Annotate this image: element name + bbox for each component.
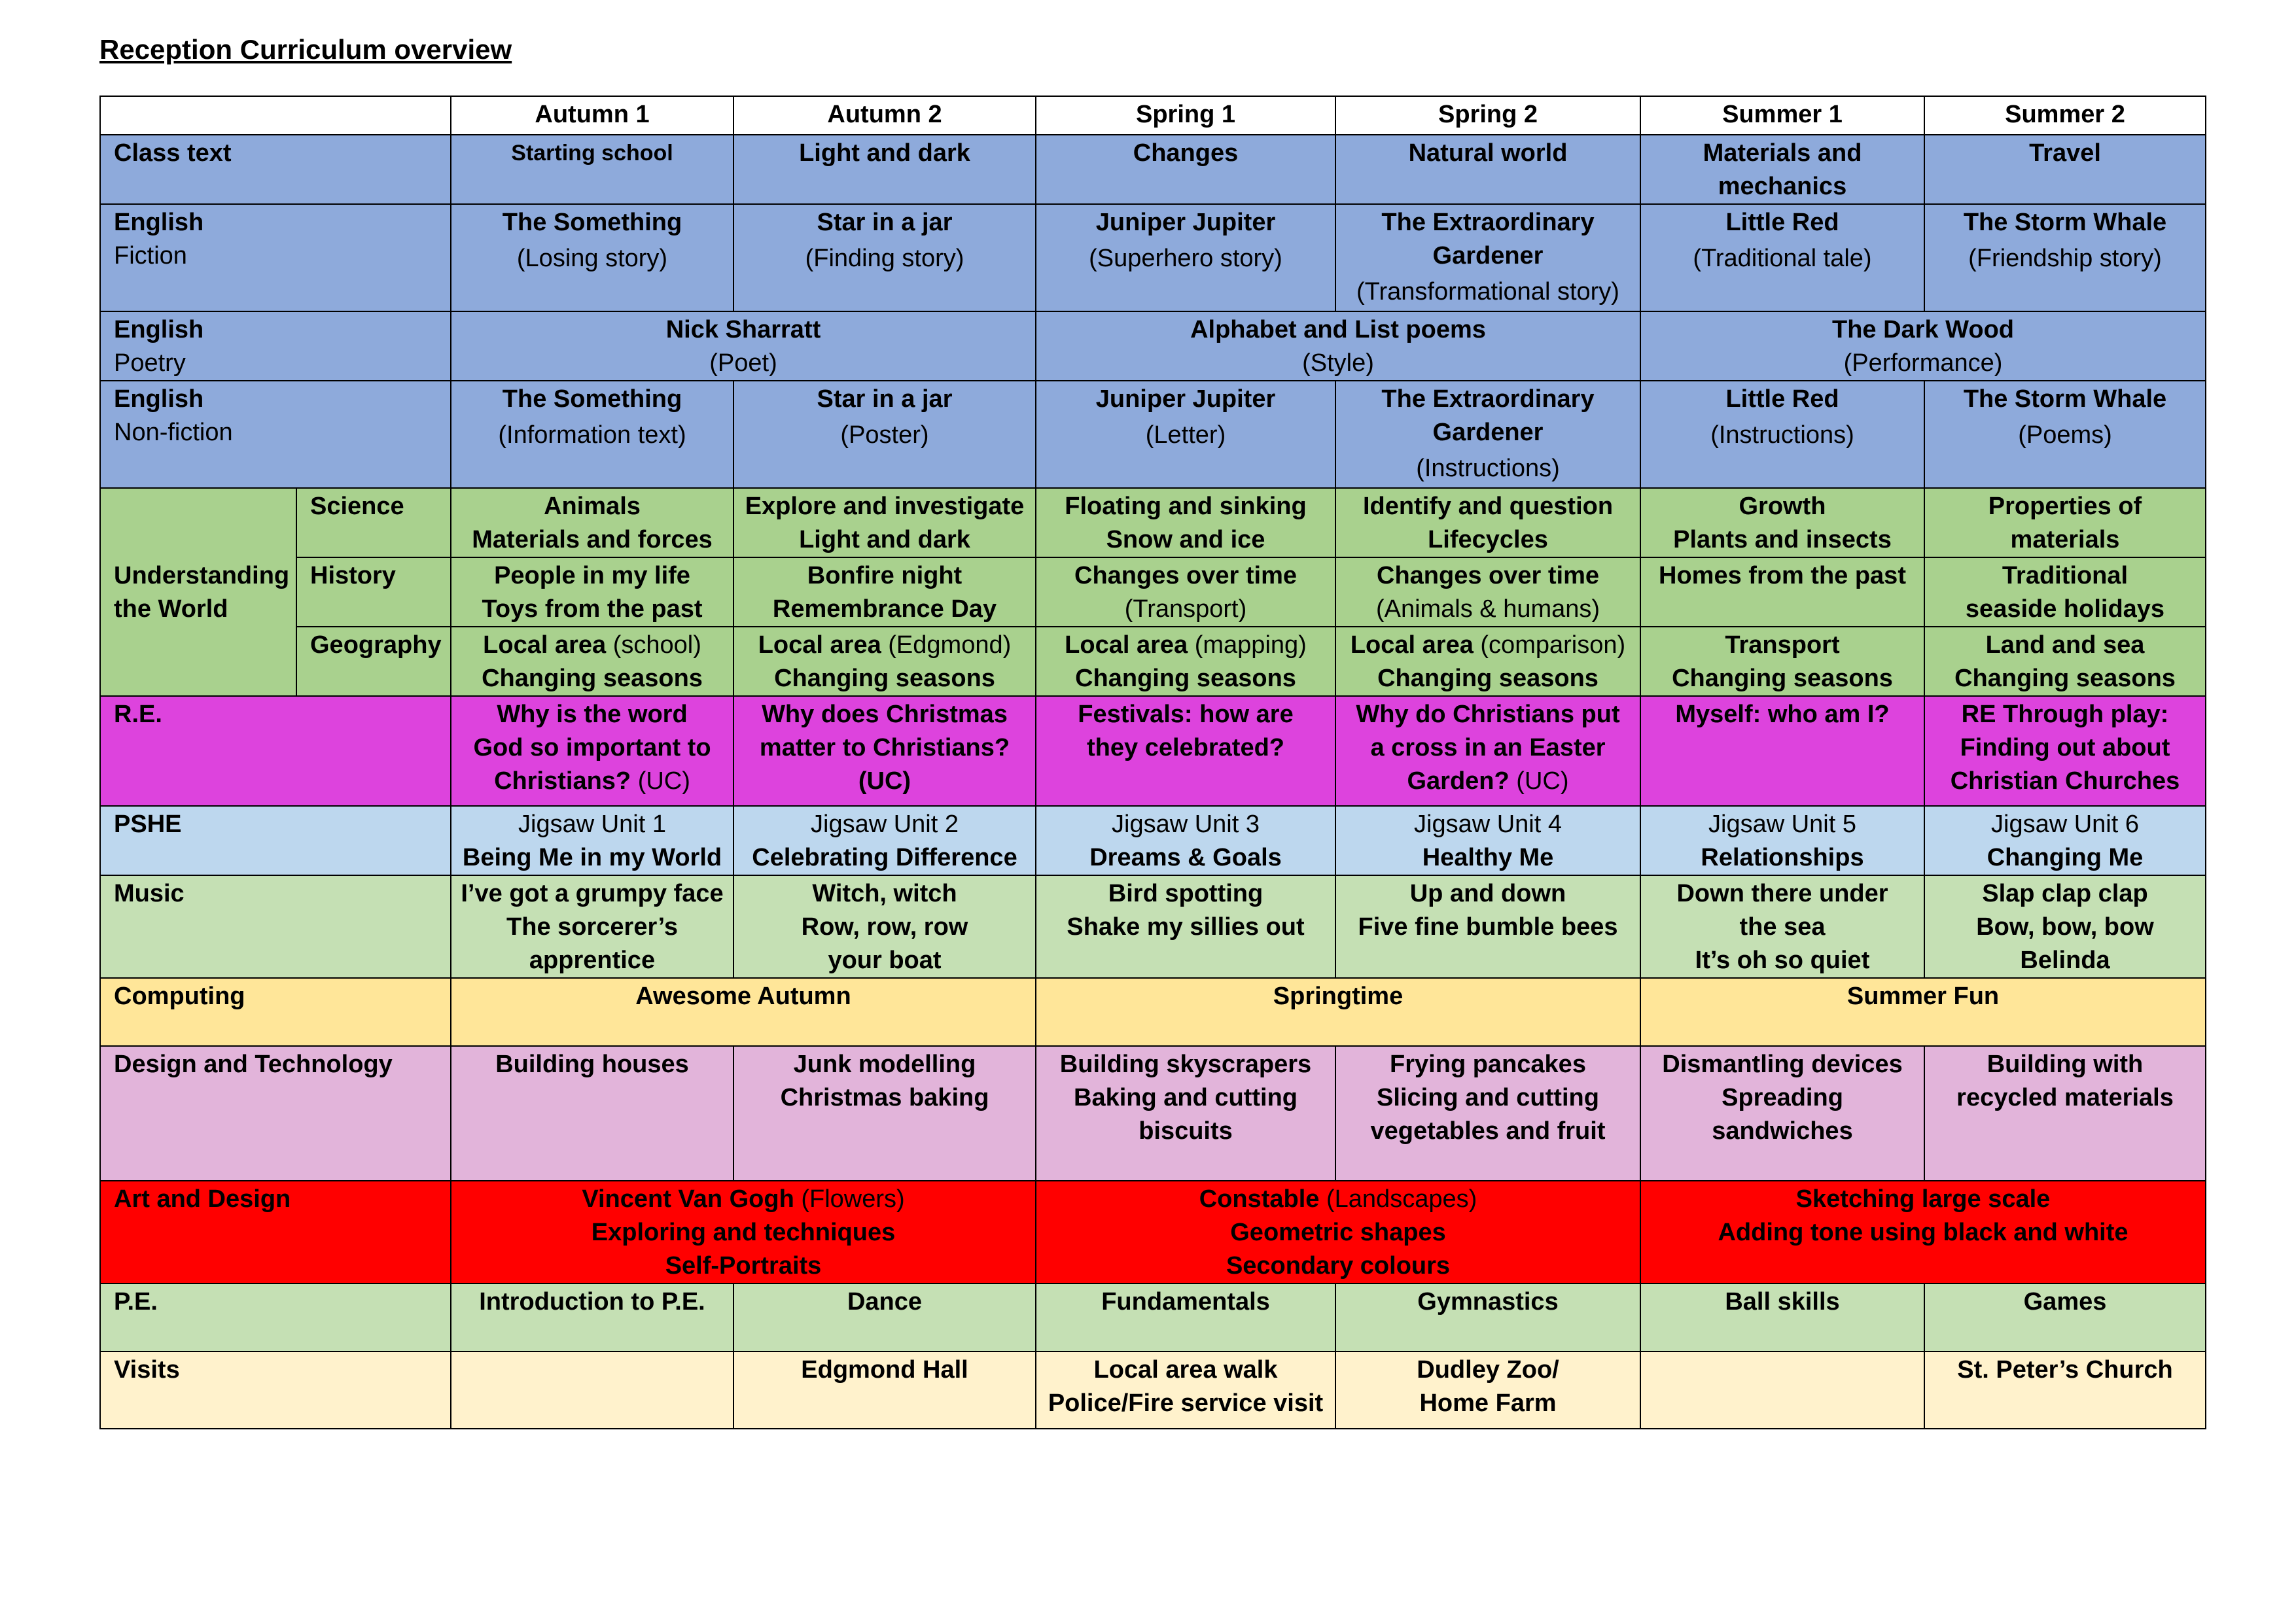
cell: Floating and sinking Snow and ice (1036, 488, 1335, 557)
row-label: English Poetry (100, 311, 451, 381)
cell: Down there under the sea It’s oh so quiet (1640, 875, 1924, 978)
cell: Why do Christians put a cross in an Easter Garden? (UC) (1335, 696, 1640, 806)
term-header: Autumn 2 (733, 96, 1036, 135)
english-fiction-row (100, 204, 2206, 311)
cell: Local area (comparison) Changing seasons (1335, 627, 1640, 696)
cell: RE Through play: Finding out about Christian Churches (1924, 696, 2206, 806)
cell: Fundamentals (1036, 1283, 1335, 1352)
cell: Dance (733, 1283, 1036, 1352)
cell: Up and down Five fine bumble bees (1335, 875, 1640, 978)
cell: Witch, witch Row, row, row your boat (733, 875, 1036, 978)
corner-cell (100, 96, 451, 135)
cell: Sketching large scale Adding tone using black and white (1640, 1181, 2206, 1283)
cell: Building with recycled materials (1924, 1046, 2206, 1181)
cell: Jigsaw Unit 3 Dreams & Goals (1036, 806, 1335, 875)
cell: People in my life Toys from the past (451, 557, 733, 627)
row-label: Art and Design (100, 1181, 451, 1283)
row-label: Computing (100, 978, 451, 1046)
page-title: Reception Curriculum overview (99, 34, 512, 65)
cell: Introduction to P.E. (451, 1283, 733, 1352)
row-label: Class text (100, 135, 451, 204)
cell: Edgmond Hall (733, 1352, 1036, 1429)
cell: Changes over time (Animals & humans) (1335, 557, 1640, 627)
cell: Growth Plants and insects (1640, 488, 1924, 557)
cell: Animals Materials and forces (451, 488, 733, 557)
cell: Properties of materials (1924, 488, 2206, 557)
cell: Awesome Autumn (451, 978, 1036, 1046)
cell: Local area (mapping) Changing seasons (1036, 627, 1335, 696)
cell: Transport Changing seasons (1640, 627, 1924, 696)
cell: Materials and mechanics (1640, 135, 1924, 204)
cell: Jigsaw Unit 4 Healthy Me (1335, 806, 1640, 875)
cell: I’ve got a grumpy face The sorcerer’s apprentice (451, 875, 733, 978)
row-label: Visits (100, 1352, 451, 1429)
cell (451, 1352, 733, 1429)
cell: The Extraordinary Gardener (Instructions) (1335, 381, 1640, 488)
cell: The Something (Losing story) (451, 204, 733, 311)
music-row (100, 875, 2206, 978)
row-label: Understanding the World (100, 488, 296, 696)
cell: Jigsaw Unit 5 Relationships (1640, 806, 1924, 875)
cell: Slap clap clap Bow, bow, bow Belinda (1924, 875, 2206, 978)
cell: Juniper Jupiter (Letter) (1036, 381, 1335, 488)
cell: Star in a jar (Poster) (733, 381, 1036, 488)
cell: The Something (Information text) (451, 381, 733, 488)
term-header: Spring 1 (1036, 96, 1335, 135)
cell: Little Red (Instructions) (1640, 381, 1924, 488)
cell: Light and dark (733, 135, 1036, 204)
cell: Nick Sharratt (Poet) (451, 311, 1036, 381)
term-header: Spring 2 (1335, 96, 1640, 135)
cell: Building houses (451, 1046, 733, 1181)
row-label: English Fiction (100, 204, 451, 311)
cell: Jigsaw Unit 2 Celebrating Difference (733, 806, 1036, 875)
cell: The Dark Wood (Performance) (1640, 311, 2206, 381)
cell: Why does Christmas matter to Christians? (UC) (733, 696, 1036, 806)
cell: Travel (1924, 135, 2206, 204)
cell: Myself: who am I? (1640, 696, 1924, 806)
cell: Juniper Jupiter (Superhero story) (1036, 204, 1335, 311)
cell: Homes from the past (1640, 557, 1924, 627)
cell: Alphabet and List poems (Style) (1036, 311, 1640, 381)
art-design-row (100, 1181, 2206, 1283)
term-header: Summer 1 (1640, 96, 1924, 135)
cell: Frying pancakes Slicing and cutting vegetables and fruit (1335, 1046, 1640, 1181)
term-header: Autumn 1 (451, 96, 733, 135)
cell: Star in a jar (Finding story) (733, 204, 1036, 311)
cell: The Extraordinary Gardener (Transformational story) (1335, 204, 1640, 311)
english-nonfiction-row (100, 381, 2206, 488)
cell: Local area (Edgmond) Changing seasons (733, 627, 1036, 696)
cell: Explore and investigate Light and dark (733, 488, 1036, 557)
cell: Festivals: how are they celebrated? (1036, 696, 1335, 806)
cell: Junk modelling Christmas baking (733, 1046, 1036, 1181)
cell: Local area walk Police/Fire service visit (1036, 1352, 1335, 1429)
geography-row (100, 627, 2206, 696)
curriculum-table (99, 96, 2206, 1429)
cell: Traditional seaside holidays (1924, 557, 2206, 627)
class-text-row (100, 135, 2206, 204)
cell: Land and sea Changing seasons (1924, 627, 2206, 696)
cell: Gymnastics (1335, 1283, 1640, 1352)
cell: Bird spotting Shake my sillies out (1036, 875, 1335, 978)
english-poetry-row (100, 311, 2206, 381)
computing-row (100, 978, 2206, 1046)
cell: Jigsaw Unit 6 Changing Me (1924, 806, 2206, 875)
row-label: Music (100, 875, 451, 978)
cell: The Storm Whale (Friendship story) (1924, 204, 2206, 311)
term-header: Summer 2 (1924, 96, 2206, 135)
cell: Identify and question Lifecycles (1335, 488, 1640, 557)
pshe-row (100, 806, 2206, 875)
cell: Ball skills (1640, 1283, 1924, 1352)
pe-row (100, 1283, 2206, 1352)
cell: Dudley Zoo/ Home Farm (1335, 1352, 1640, 1429)
cell: Starting school (451, 135, 733, 204)
cell (1640, 1352, 1924, 1429)
science-row (100, 488, 2206, 557)
term-header-row (100, 96, 2206, 135)
row-label: PSHE (100, 806, 451, 875)
cell: Building skyscrapers Baking and cutting biscuits (1036, 1046, 1335, 1181)
history-row (100, 557, 2206, 627)
row-label: English Non-fiction (100, 381, 451, 488)
cell: Bonfire night Remembrance Day (733, 557, 1036, 627)
design-technology-row (100, 1046, 2206, 1181)
subject-label: Science (296, 488, 451, 557)
cell: Vincent Van Gogh (Flowers) Exploring and techniques Self-Portraits (451, 1181, 1036, 1283)
row-label: R.E. (100, 696, 451, 806)
cell: Natural world (1335, 135, 1640, 204)
cell: Games (1924, 1283, 2206, 1352)
re-row (100, 696, 2206, 806)
cell: Why is the word God so important to Christians? (UC) (451, 696, 733, 806)
cell: Jigsaw Unit 1 Being Me in my World (451, 806, 733, 875)
subject-label: Geography (296, 627, 451, 696)
cell: Changes (1036, 135, 1335, 204)
row-label: Design and Technology (100, 1046, 451, 1181)
row-label: P.E. (100, 1283, 451, 1352)
cell: Dismantling devices Spreading sandwiches (1640, 1046, 1924, 1181)
cell: Changes over time (Transport) (1036, 557, 1335, 627)
cell: Constable (Landscapes) Geometric shapes Secondary colours (1036, 1181, 1640, 1283)
subject-label: History (296, 557, 451, 627)
cell: Springtime (1036, 978, 1640, 1046)
cell: Summer Fun (1640, 978, 2206, 1046)
cell: The Storm Whale (Poems) (1924, 381, 2206, 488)
cell: St. Peter’s Church (1924, 1352, 2206, 1429)
cell: Little Red (Traditional tale) (1640, 204, 1924, 311)
cell: Local area (school) Changing seasons (451, 627, 733, 696)
visits-row (100, 1352, 2206, 1429)
